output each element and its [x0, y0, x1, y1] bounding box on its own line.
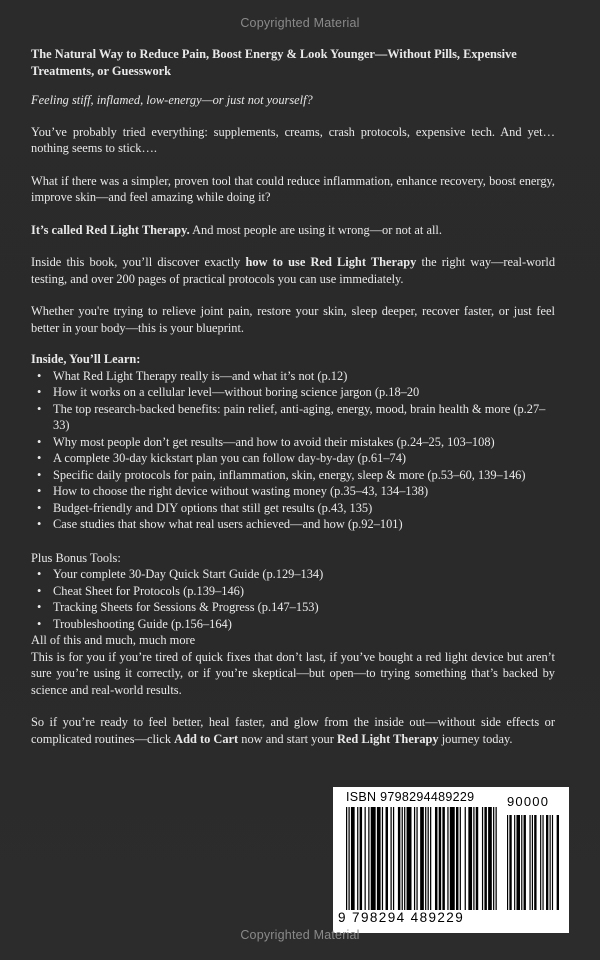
addon-digits: 90000: [507, 794, 550, 809]
barcode-bar: [532, 815, 533, 910]
barcode-bar: [493, 807, 494, 910]
barcode-bar: [516, 815, 520, 910]
learn-list: [31, 368, 555, 533]
barcode-bar: [546, 815, 548, 910]
barcode-bar: [407, 807, 412, 910]
learn-item: • How to choose the right device without wasting money (p.35–43, 134–138): [53, 483, 555, 500]
closing-mid: now and start your: [238, 731, 337, 746]
barcode-bar: [540, 815, 541, 910]
bonus-item: • Cheat Sheet for Protocols (p.139–146): [53, 583, 555, 600]
all-this-line: All of this and much, much more: [31, 633, 196, 647]
barcode-bar: [509, 815, 511, 910]
barcode-bar: [382, 807, 383, 910]
closing-paragraph: [31, 714, 555, 747]
barcode-bar: [416, 807, 417, 910]
paragraph-called-rlt: [31, 222, 555, 239]
barcode-bar: [351, 807, 355, 910]
learn-item: • The top research-backed benefits: pain relief, anti-aging, energy, mood, brain health & more (p.27–33): [53, 401, 555, 434]
paragraph-blueprint: Whether you're trying to relieve joint pain, restore your skin, sleep deeper, recover faster, or just feel better in your body—this is your blueprint.: [31, 304, 555, 335]
barcode-bar: [484, 807, 486, 910]
learn-item: • What Red Light Therapy really is—and what it’s not (p.12): [53, 368, 555, 385]
closing-pre: So if you’re ready to feel better, heal faster, and glow from the inside out—without side effects or complicated routines—click: [31, 715, 555, 746]
barcode-bar: [365, 807, 366, 910]
barcode-bar: [348, 807, 349, 910]
inside-post: the right way—real-world testing, and over 200 pages of practical protocols you can use immediately.: [31, 255, 556, 286]
barcode-bar: [552, 815, 553, 910]
addon-barcode-bars: [507, 815, 559, 910]
barcode-bar: [346, 807, 347, 910]
copyright-watermark-bottom: Copyrighted Material: [240, 928, 360, 942]
learn-item: • Specific daily protocols for pain, inflammation, skin, energy, sleep & more (p.53–60, 139–146): [53, 467, 555, 484]
learn-item: • Budget-friendly and DIY options that still get results (p.43, 135): [53, 500, 555, 517]
barcode-bar: [439, 807, 441, 910]
barcode-bar: [393, 807, 394, 910]
barcode-bar: [482, 807, 483, 910]
barcode-bar: [456, 807, 458, 910]
bonus-section-title: Plus Bonus Tools:: [31, 550, 121, 565]
barcode-bar: [534, 815, 536, 910]
rlt-rest: And most people are using it wrong—or not at all.: [189, 222, 442, 237]
paragraph-inside-book: [31, 254, 555, 287]
barcode-bar: [435, 807, 437, 910]
add-to-cart-text: Add to Cart: [174, 731, 239, 746]
learn-item: • Why most people don’t get results—and how to avoid their mistakes (p.24–25, 103–108): [53, 434, 555, 451]
barcode-bar: [357, 807, 358, 910]
ean-barcode-bars: [346, 807, 498, 910]
paragraph-simpler-tool: What if there was a simpler, proven tool that could reduce inflammation, enhance recovery, boost energy, improve skin—and feel amazing while doing it?: [31, 173, 555, 204]
barcode-bar: [514, 815, 515, 910]
barcode-bar: [496, 807, 497, 910]
barcode-bar: [460, 807, 461, 910]
inside-bold: how to use Red Light Therapy: [245, 255, 417, 269]
isbn-label: ISBN 9798294489229: [346, 790, 475, 804]
barcode-bar: [402, 807, 403, 910]
barcode-bar: [377, 807, 381, 910]
barcode-bar: [390, 807, 391, 910]
ean-digits: 9 798294 489229: [338, 910, 465, 925]
bonus-item: • Your complete 30-Day Quick Start Guide (p.129–134): [53, 566, 555, 583]
barcode-bar: [360, 807, 362, 910]
learn-item: • A complete 30-day kickstart plan you can follow day-by-day (p.61–74): [53, 450, 555, 467]
cover-text-block: [31, 46, 555, 763]
paragraph-tried-everything: You’ve probably tried everything: supplements, creams, crash protocols, expensive tech. And yet… nothing seems to stick….: [31, 124, 555, 155]
learn-item: • How it works on a cellular level—without boring science jargon (p.18–20: [53, 384, 555, 401]
closing-post: journey today.: [438, 731, 513, 746]
intro-question: Feeling stiff, inflamed, low-energy—or just not yourself?: [31, 93, 313, 107]
copyright-watermark-top: Copyrighted Material: [240, 16, 360, 30]
isbn-barcode: [333, 787, 569, 933]
barcode-bar: [465, 807, 466, 910]
barcode-bar: [368, 807, 369, 910]
barcode-bar: [450, 807, 455, 910]
barcode-bar: [542, 815, 543, 910]
barcode-bar: [430, 807, 431, 910]
barcode-bar: [428, 807, 429, 910]
barcode-bar: [404, 807, 405, 910]
rlt-bold-closing: Red Light Therapy: [336, 731, 439, 746]
headline: The Natural Way to Reduce Pain, Boost Energy & Look Younger—Without Pills, Expensive Treatments, or Guesswork: [31, 47, 517, 78]
barcode-bar: [442, 807, 444, 910]
inside-pre: Inside this book, you’ll discover exactly: [31, 255, 246, 269]
barcode-bar: [386, 807, 388, 910]
barcode-bar: [476, 807, 478, 910]
barcode-bar: [557, 815, 559, 910]
barcode-bar: [529, 815, 530, 910]
barcode-bar: [398, 807, 400, 910]
paragraph-for-you: This is for you if you’re tired of quick fixes that don’t last, if you’ve bought a red light device but aren’t sure you’re using it correctly, or if you’re skeptical—but open—to trying something that’s backed by science and real-world results.: [31, 649, 555, 697]
barcode-bar: [524, 815, 526, 910]
barcode-bar: [468, 807, 472, 910]
barcode-bar: [550, 815, 551, 910]
barcode-bar: [521, 815, 522, 910]
learn-section-title: Inside, You’ll Learn:: [31, 352, 141, 366]
barcode-bar: [488, 807, 492, 910]
barcode-bar: [371, 807, 376, 910]
barcode-bar: [473, 807, 474, 910]
bonus-list: [31, 566, 555, 632]
bonus-item: • Tracking Sheets for Sessions & Progress (p.147–153): [53, 599, 555, 616]
barcode-bar: [447, 807, 448, 910]
rlt-bold-intro: It’s called Red Light Therapy.: [31, 222, 190, 237]
learn-item: • Case studies that show what real users achieved—and how (p.92–101): [53, 516, 555, 533]
barcode-bar: [420, 807, 424, 910]
barcode-bar: [507, 815, 508, 910]
bonus-item: • Troubleshooting Guide (p.156–164): [53, 616, 555, 633]
barcode-bar: [414, 807, 415, 910]
barcode-bar: [425, 807, 426, 910]
